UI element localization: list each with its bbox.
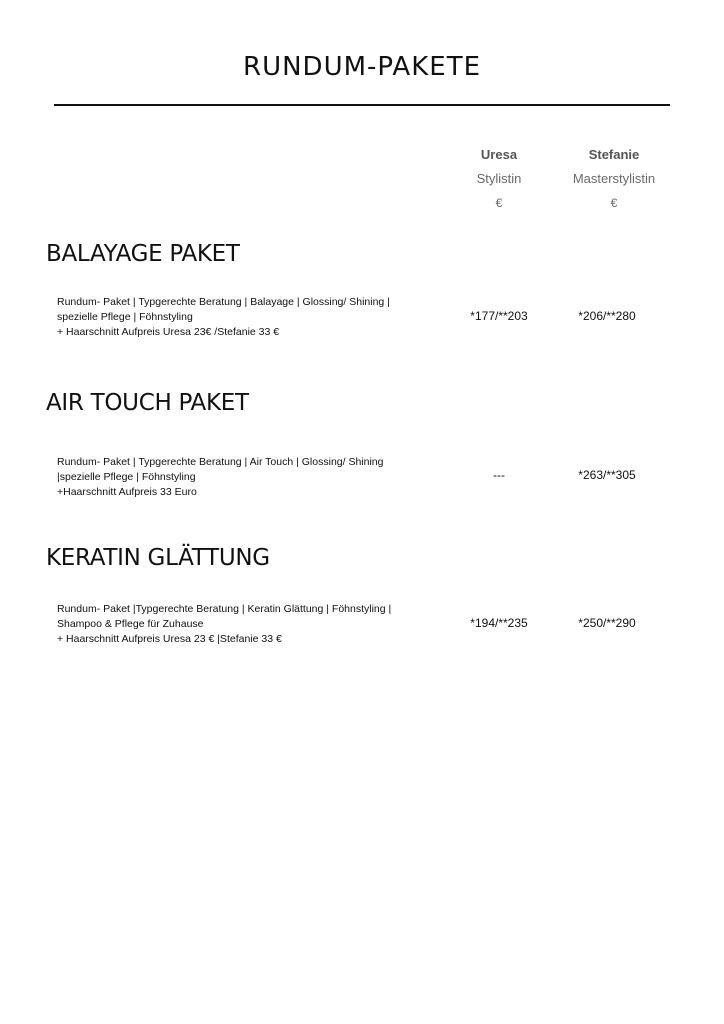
- description-line: Shampoo & Pflege für Zuhause: [57, 618, 204, 630]
- section-description: [57, 455, 417, 500]
- column-role: Stylistin: [476, 171, 522, 186]
- price-stefanie: *206/**280: [578, 309, 636, 323]
- column-header-uresa: [434, 147, 564, 210]
- column-currency: €: [495, 196, 503, 210]
- column-role: Masterstylistin: [572, 171, 656, 186]
- price-stefanie: *263/**305: [578, 468, 636, 482]
- price-uresa: *177/**203: [470, 309, 528, 323]
- page-title: RUNDUM-PAKETE: [243, 52, 481, 82]
- price-uresa: *194/**235: [470, 616, 528, 630]
- section-description: [57, 295, 417, 340]
- section-heading-balayage: BALAYAGE PAKET: [46, 241, 240, 267]
- price-stefanie: *250/**290: [578, 616, 636, 630]
- section-description: [57, 602, 417, 647]
- title-divider: [54, 104, 670, 106]
- column-name: Uresa: [480, 147, 518, 162]
- price-uresa: ---: [493, 468, 505, 482]
- description-line: + Haarschnitt Aufpreis Uresa 23 € |Stefanie 33 €: [57, 633, 282, 645]
- description-line: Rundum- Paket | Typgerechte Beratung | Air Touch | Glossing/ Shining: [57, 456, 384, 468]
- description-line: spezielle Pflege | Föhnstyling: [57, 311, 193, 323]
- description-line: Rundum- Paket | Typgerechte Beratung | Balayage | Glossing/ Shining |: [57, 296, 390, 308]
- description-line: Rundum- Paket |Typgerechte Beratung | Keratin Glättung | Föhnstyling |: [57, 603, 392, 615]
- section-heading-keratin: KERATIN GLÄTTUNG: [46, 545, 270, 571]
- column-currency: €: [610, 196, 618, 210]
- description-line: +Haarschnitt Aufpreis 33 Euro: [57, 486, 197, 498]
- description-line: + Haarschnitt Aufpreis Uresa 23€ /Stefanie 33 €: [57, 326, 280, 338]
- column-name: Stefanie: [588, 147, 640, 162]
- section-heading-air-touch: AIR TOUCH PAKET: [46, 390, 249, 416]
- column-header-stefanie: [549, 147, 679, 210]
- description-line: |spezielle Pflege | Föhnstyling: [57, 471, 196, 483]
